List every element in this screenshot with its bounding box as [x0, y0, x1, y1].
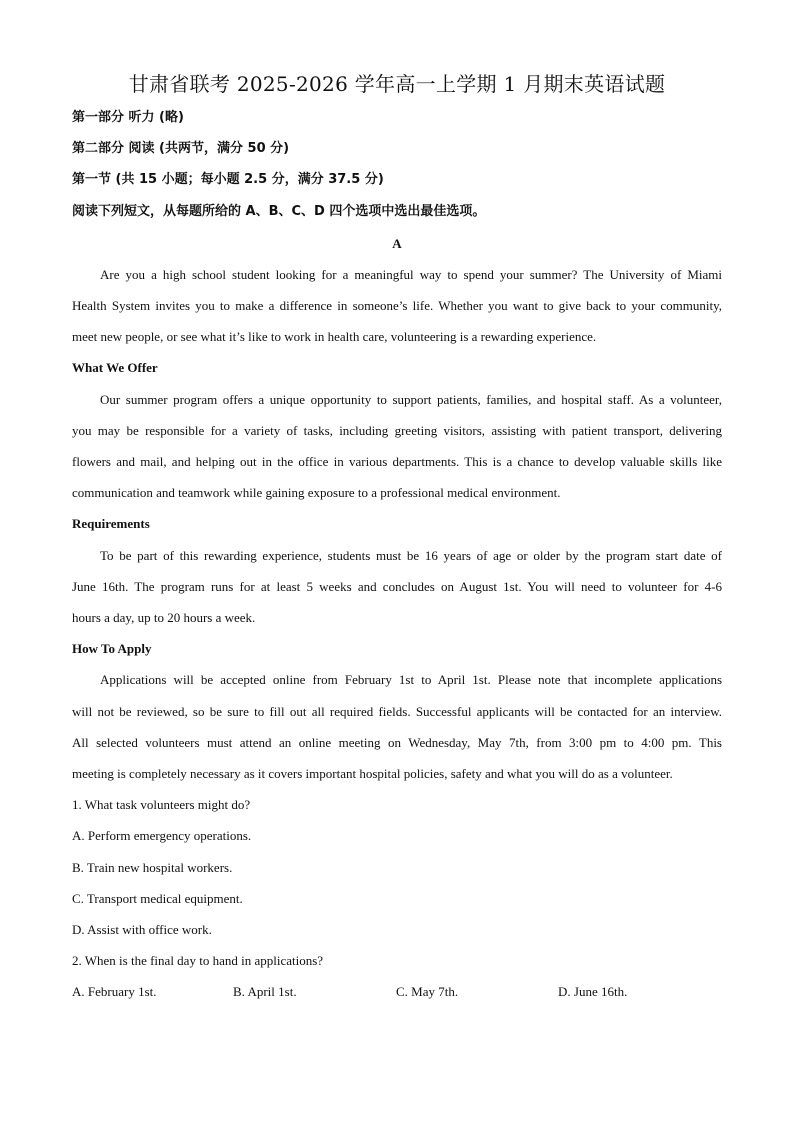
question-1-stem: 1. What task volunteers might do? [72, 797, 251, 812]
page-title: 甘肃省联考 2025-2026 学年高一上学期 1 月期末英语试题 [128, 72, 666, 96]
heading-how-to-apply: How To Apply [72, 641, 152, 656]
question-2-option-b: B. April 1st. [233, 984, 297, 999]
para3-line: hours a day, up to 20 hours a week. [72, 610, 256, 625]
heading-what-we-offer: What We Offer [72, 360, 158, 375]
part2-heading: 第二部分 阅读 (共两节，满分 50 分) [72, 141, 290, 156]
heading-requirements: Requirements [72, 516, 150, 531]
part1-heading: 第一部分 听力 (略) [72, 110, 184, 125]
instruction: 阅读下列短文，从每题所给的 A、B、C、D 四个选项中选出最佳选项。 [72, 204, 486, 219]
question-1-option: C. Transport medical equipment. [72, 891, 243, 906]
para4-line: will not be reviewed, so be sure to fill out all required fields. Successful applicants will be contacted for an interview. [72, 704, 722, 719]
passage-label: A [392, 236, 402, 251]
para4-line: meeting is completely necessary as it covers important hospital policies, safety and what you will do as a volunteer. [72, 766, 673, 781]
question-1-option: D. Assist with office work. [72, 922, 212, 937]
question-1-option: B. Train new hospital workers. [72, 860, 233, 875]
para2-line: flowers and mail, and helping out in the office in various departments. This is a chance to develop valuable skills like [72, 454, 722, 469]
question-1-option: A. Perform emergency operations. [72, 828, 252, 843]
question-2-stem: 2. When is the final day to hand in applications? [72, 953, 324, 968]
para1-line: meet new people, or see what it’s like to work in health care, volunteering is a rewarding experience. [72, 329, 597, 344]
para4-line: All selected volunteers must attend an online meeting on Wednesday, May 7th, from 3:00 pm to 4:00 pm. This [72, 735, 722, 750]
para1-line: Health System invites you to make a difference in someone’s life. Whether you want to give back to your community, [72, 298, 722, 313]
para4-line: Applications will be accepted online from February 1st to April 1st. Please note that incomplete applications [100, 672, 722, 687]
para2-line: you may be responsible for a variety of tasks, including greeting visitors, assisting with patient transport, delivering [72, 423, 722, 438]
section1-heading: 第一节 (共 15 小题；每小题 2.5 分，满分 37.5 分) [72, 172, 384, 187]
para3-line: To be part of this rewarding experience, students must be 16 years of age or older by the program start date of [100, 548, 722, 563]
para2-line: communication and teamwork while gaining exposure to a professional medical environment. [72, 485, 561, 500]
para3-line: June 16th. The program runs for at least 5 weeks and concludes on August 1st. You will need to volunteer for 4-6 [72, 579, 722, 594]
para2-line: Our summer program offers a unique opportunity to support patients, families, and hospital staff. As a volunteer, [100, 392, 722, 407]
question-2-option-c: C. May 7th. [396, 984, 459, 999]
question-2-option-d: D. June 16th. [558, 984, 628, 999]
question-2-option-a: A. February 1st. [72, 984, 157, 999]
para1-line: Are you a high school student looking for a meaningful way to spend your summer? The University of Miami [100, 267, 722, 282]
